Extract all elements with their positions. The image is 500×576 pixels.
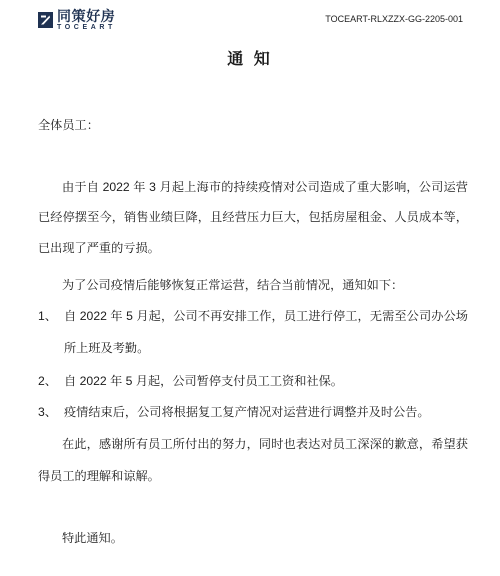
sign-off: 特此通知。 — [62, 531, 123, 545]
item-line: 自 2022 年 5 月起，公司暂停支付员工工资和社保。 — [64, 374, 343, 388]
item-number: 3、 — [38, 405, 57, 419]
item-number: 1、 — [38, 309, 57, 323]
document-code: TOCEART-RLXZZX-GG-2205-001 — [325, 14, 463, 24]
notice-title: 通 知 — [227, 51, 273, 68]
paragraph-line: 已经停摆至今，销售业绩巨降，且经营压力巨大，包括房屋租金、人员成本等， — [38, 210, 468, 224]
item-line: 自 2022 年 5 月起，公司不再安排工作，员工进行停工，无需至公司办公场 — [64, 309, 468, 323]
toceart-logo-icon — [38, 12, 53, 28]
paragraph-line: 由于自 2022 年 3 月起上海市的持续疫情对公司造成了重大影响，公司运营 — [62, 180, 468, 194]
paragraph-line: 得员工的理解和谅解。 — [38, 469, 160, 483]
salutation: 全体员工： — [38, 118, 99, 132]
paragraph-line: 为了公司疫情后能够恢复正常运营，结合当前情况，通知如下： — [62, 278, 404, 292]
brand-name-en: TOCEART — [57, 24, 116, 31]
paragraph-line: 已出现了严重的亏损。 — [38, 241, 160, 255]
item-number: 2、 — [38, 374, 57, 388]
item-line: 所上班及考勤。 — [64, 341, 150, 355]
brand-name-cn: 同策好房 — [57, 8, 116, 24]
item-line: 疫情结束后，公司将根据复工复产情况对运营进行调整并及时公告。 — [64, 405, 430, 419]
paragraph-line: 在此，感谢所有员工所付出的努力，同时也表达对员工深深的歉意，希望获 — [62, 437, 468, 451]
